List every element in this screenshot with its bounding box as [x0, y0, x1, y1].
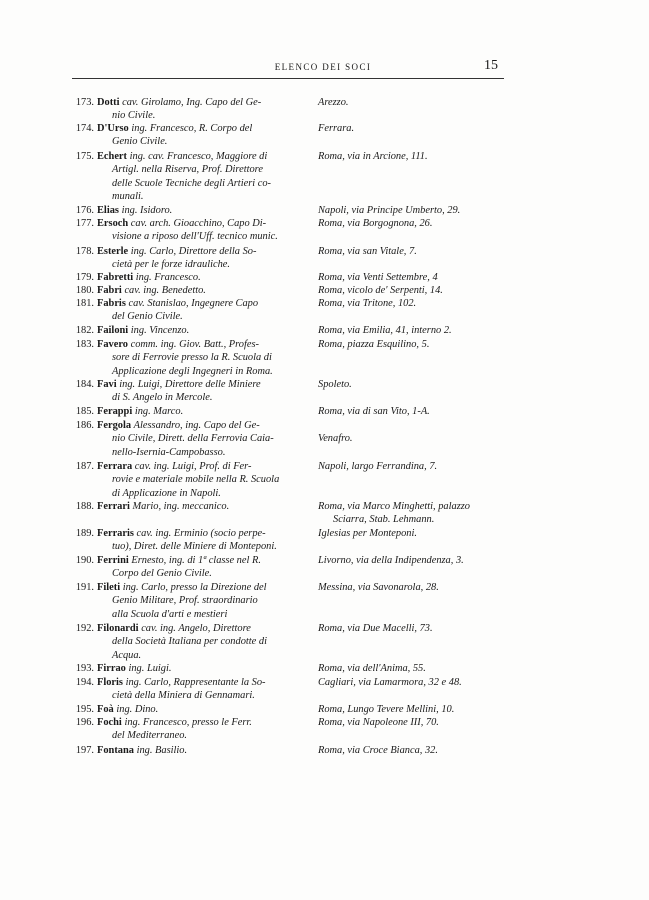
member-details-continued: nio Civile, Dirett. della Ferrovia Caia- [112, 433, 274, 445]
member-details: ing. Luigi. [128, 663, 172, 674]
member-details: ing. Isidoro. [121, 205, 173, 216]
address-line: Roma, vicolo de' Serpenti, 14. [318, 285, 443, 296]
member-details-continued: Genio Militare, Prof. straordinario [112, 595, 258, 607]
entry-description [97, 460, 297, 500]
address-line: Roma, via Marco Minghetti, palazzo [318, 501, 470, 512]
member-details: Alessandro, ing. Capo del Ge- [133, 420, 260, 431]
page-number: 15 [484, 58, 498, 73]
entry-number: 188. [75, 501, 94, 512]
entry-description [97, 297, 297, 324]
member-address [318, 324, 518, 337]
entry-description [97, 324, 297, 337]
member-details-continued: sore di Ferrovie presso la R. Scuola di [112, 352, 272, 364]
address-line: Ferrara. [318, 123, 355, 134]
member-address [318, 96, 518, 109]
entry-number: 176. [75, 205, 94, 216]
member-details-continued: nello-Isernia-Campobasso. [112, 446, 226, 458]
member-address [318, 527, 518, 540]
address-line: Roma, via Venti Settembre, 4 [318, 272, 438, 283]
member-address [318, 554, 518, 567]
member-address [318, 622, 518, 635]
entry-description [97, 500, 297, 513]
member-details-continued: alla Scuola d'arti e mestieri [112, 608, 228, 620]
entry-description [97, 581, 297, 621]
member-address [318, 150, 518, 163]
entry-description [97, 703, 297, 716]
entry-description [97, 527, 297, 554]
member-details: ing. Francesco. [135, 272, 201, 283]
address-line: Roma, via san Vitale, 7. [318, 246, 417, 257]
member-address [318, 500, 518, 527]
member-address [318, 460, 518, 473]
member-details-continued: del Genio Civile. [112, 311, 183, 323]
address-line: Roma, via Borgognona, 26. [318, 218, 433, 229]
address-line: Roma, via Emilia, 41, interno 2. [318, 325, 452, 336]
member-surname: Elias [97, 205, 119, 216]
member-address [318, 245, 518, 258]
address-line: Roma, via Napoleone III, 70. [318, 717, 439, 728]
member-address [318, 581, 518, 594]
entry-number: 196. [75, 717, 94, 728]
address-line: Napoli, via Principe Umberto, 29. [318, 205, 461, 216]
member-details-continued: delle Scuole Tecniche degli Artieri co- [112, 177, 271, 189]
address-line: Livorno, via della Indipendenza, 3. [318, 555, 464, 566]
member-address [318, 703, 518, 716]
member-surname: D'Urso [97, 123, 129, 134]
member-surname: Echert [97, 151, 128, 162]
address-line: Roma, via dell'Anima, 55. [318, 663, 426, 674]
member-details-continued: della Società Italiana per condotte di [112, 636, 267, 648]
member-surname: Fochi [97, 717, 122, 728]
address-line: Cagliari, via Lamarmora, 32 e 48. [318, 677, 462, 688]
member-details: ing. Marco. [134, 406, 184, 417]
entry-number: 177. [75, 218, 94, 229]
entry-number: 184. [75, 379, 94, 390]
member-details: ing. cav. Francesco, Maggiore di [129, 151, 268, 162]
member-details-continued: tuo), Diret. delle Miniere di Monteponi. [112, 541, 277, 553]
address-line: Roma, Lungo Tevere Mellini, 10. [318, 704, 455, 715]
member-details-continued: cietà della Miniera di Gennamari. [112, 690, 255, 702]
entry-description [97, 405, 297, 418]
address-line: Roma, via Tritone, 102. [318, 298, 417, 309]
member-surname: Fabris [97, 298, 126, 309]
entry-description [97, 716, 297, 743]
address-line: Sciarra, Stab. Lehmann. [333, 514, 435, 526]
member-surname: Favi [97, 379, 117, 390]
member-details: cav. Girolamo, Ing. Capo del Ge- [122, 97, 262, 108]
member-details: cav. ing. Erminio (socio perpe- [136, 528, 266, 539]
member-details: cav. ing. Angelo, Direttore [141, 623, 251, 634]
entry-description [97, 378, 297, 405]
running-header: ELENCO DEI SOCI [274, 62, 372, 72]
entry-number: 186. [75, 420, 94, 431]
member-details: ing. Carlo, presso la Direzione del [122, 582, 267, 593]
member-details-continued: Applicazione degli Ingegneri in Roma. [112, 365, 273, 377]
member-details: Mario, ing. meccanico. [132, 501, 230, 512]
member-address [318, 204, 518, 217]
member-surname: Foà [97, 704, 114, 715]
entry-number: 185. [75, 406, 94, 417]
member-surname: Failoni [97, 325, 129, 336]
member-surname: Esterle [97, 246, 129, 257]
address-line: Roma, via Due Macelli, 73. [318, 623, 433, 634]
entry-number: 194. [75, 677, 94, 688]
member-details: ing. Francesco, R. Corpo del [131, 123, 253, 134]
member-surname: Filonardi [97, 623, 139, 634]
entry-number: 183. [75, 339, 94, 350]
member-surname: Fontana [97, 745, 134, 756]
entry-description [97, 204, 297, 217]
entry-number: 179. [75, 272, 94, 283]
member-surname: Floris [97, 677, 123, 688]
member-details-continued: Artigl. nella Riserva, Prof. Direttore [112, 164, 263, 176]
member-surname: Favero [97, 339, 128, 350]
member-address [318, 378, 518, 391]
entry-number: 173. [75, 97, 94, 108]
member-details: ing. Carlo, Rappresentante la So- [125, 677, 266, 688]
entry-description [97, 245, 297, 272]
member-address [318, 744, 518, 757]
entry-description [97, 150, 297, 203]
member-surname: Dotti [97, 97, 120, 108]
entry-description [97, 554, 297, 581]
member-address [318, 297, 518, 310]
entry-description [97, 96, 297, 123]
address-line: Roma, via Croce Bianca, 32. [318, 745, 438, 756]
entry-number: 192. [75, 623, 94, 634]
member-surname: Ferrara [97, 461, 133, 472]
entry-description [97, 622, 297, 662]
entry-number: 174. [75, 123, 94, 134]
member-details: cav. Stanislao, Ingegnere Capo [128, 298, 259, 309]
address-line: Napoli, largo Ferrandina, 7. [318, 461, 438, 472]
member-address [318, 217, 518, 230]
entry-number: 193. [75, 663, 94, 674]
member-details-continued: Genio Civile. [112, 136, 168, 148]
member-details: ing. Dino. [116, 704, 159, 715]
address-line: Arezzo. [318, 97, 349, 108]
entry-number: 197. [75, 745, 94, 756]
address-line: Iglesias per Monteponi. [318, 528, 417, 539]
member-address [318, 662, 518, 675]
member-details-continued: cietà per le forze idrauliche. [112, 259, 231, 271]
address-line: Messina, via Savonarola, 28. [318, 582, 439, 593]
member-details-continued: rovie e materiale mobile nella R. Scuola [112, 474, 280, 486]
entry-description [97, 217, 297, 244]
entry-number: 181. [75, 298, 94, 309]
entry-number: 195. [75, 704, 94, 715]
member-details-continued: Acqua. [112, 649, 142, 661]
member-address [318, 405, 518, 418]
entry-description [97, 744, 297, 757]
member-address [318, 338, 518, 351]
entry-number: 182. [75, 325, 94, 336]
entry-description [97, 662, 297, 675]
entry-description [97, 271, 297, 284]
entry-number: 180. [75, 285, 94, 296]
member-details-continued: del Mediterraneo. [112, 730, 188, 742]
member-surname: Ferrari [97, 501, 130, 512]
member-details-continued: nio Civile. [112, 110, 156, 122]
member-details: ing. Basilio. [136, 745, 188, 756]
member-details: ing. Luigi, Direttore delle Miniere [119, 379, 261, 390]
member-surname: Fergola [97, 420, 132, 431]
member-details-continued: Corpo del Genio Civile. [112, 568, 212, 580]
entry-number: 178. [75, 246, 94, 257]
member-surname: Ferappi [97, 406, 133, 417]
member-details: cav. arch. Gioacchino, Capo Di- [130, 218, 267, 229]
entry-description [97, 676, 297, 703]
entry-number: 191. [75, 582, 94, 593]
entry-description [97, 122, 297, 149]
member-details: ing. Vincenzo. [130, 325, 190, 336]
member-surname: Ersoch [97, 218, 129, 229]
member-address [318, 716, 518, 729]
member-details-continued: visione a riposo dell'Uff. tecnico munic. [112, 231, 278, 243]
address-line: Roma, piazza Esquilino, 5. [318, 339, 430, 350]
entry-number: 189. [75, 528, 94, 539]
member-address [318, 432, 518, 445]
entry-number: 187. [75, 461, 94, 472]
entry-description [97, 338, 297, 378]
address-line: Roma, via di san Vito, 1-A. [318, 406, 430, 417]
member-details-continued: di S. Angelo in Mercole. [112, 392, 213, 404]
member-details: cav. ing. Benedetto. [124, 285, 206, 296]
member-details: Ernesto, ing. di 1ª classe nel R. [131, 555, 261, 566]
entry-description [97, 419, 297, 459]
member-surname: Fabretti [97, 272, 134, 283]
member-surname: Ferrini [97, 555, 129, 566]
address-line: Spoleto. [318, 379, 352, 390]
member-address [318, 284, 518, 297]
member-address [318, 676, 518, 689]
member-surname: Fileti [97, 582, 121, 593]
member-address [318, 271, 518, 284]
member-surname: Firrao [97, 663, 126, 674]
entry-number: 190. [75, 555, 94, 566]
header-rule [72, 78, 504, 79]
member-details: ing. Carlo, Direttore della So- [130, 246, 257, 257]
address-line: Roma, via in Arcione, 111. [318, 151, 428, 162]
address-line: Venafro. [318, 433, 353, 444]
member-address [318, 122, 518, 135]
member-surname: Ferraris [97, 528, 134, 539]
member-details: cav. ing. Luigi, Prof. di Fer- [134, 461, 252, 472]
member-details: comm. ing. Giov. Batt., Profes- [130, 339, 260, 350]
entry-number: 175. [75, 151, 94, 162]
member-surname: Fabri [97, 285, 122, 296]
member-details-continued: munali. [112, 190, 144, 202]
entry-description [97, 284, 297, 297]
member-details-continued: di Applicazione in Napoli. [112, 487, 221, 499]
member-details: ing. Francesco, presso le Ferr. [124, 717, 252, 728]
